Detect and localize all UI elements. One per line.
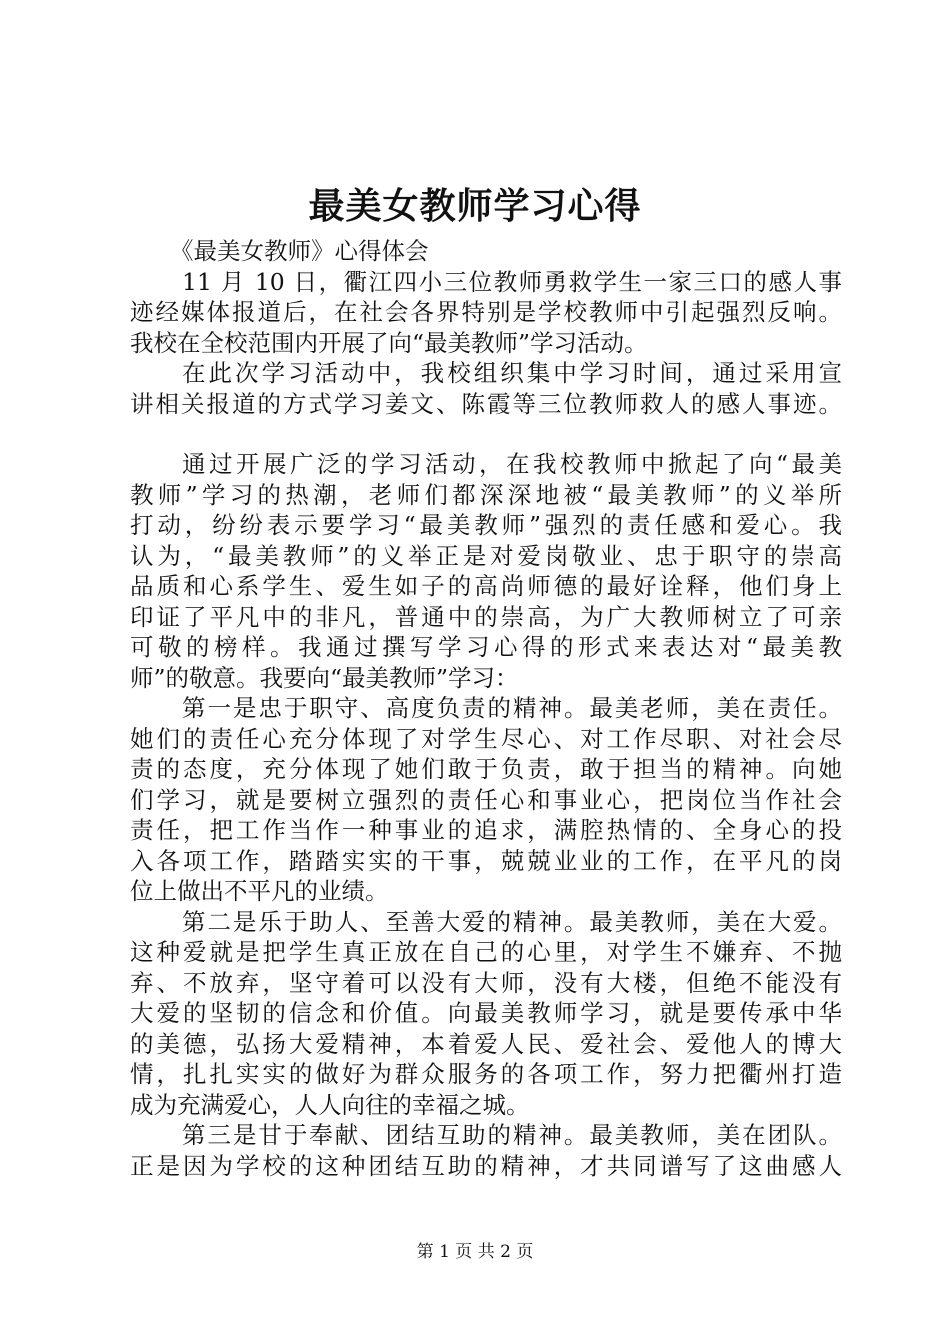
paragraph-line: 位上做出不平凡的业绩。 xyxy=(130,877,389,905)
paragraph-line: 们学习，就是要树立强烈的责任心和事业心，把岗位当作社会 xyxy=(130,785,842,814)
paragraph-line: 第一是忠于职守、高度负责的精神。最美老师，美在责任。 xyxy=(182,694,842,722)
page-footer: 第 1 页 共 2 页 xyxy=(416,1242,534,1262)
paragraph-line: 成为充满爱心，人人向往的幸福之城。 xyxy=(130,1090,530,1119)
paragraph-line: 打动，纷纷表示要学习“最美教师”强烈的责任感和爱心。我 xyxy=(130,511,842,539)
paragraph-line: 弃、不放弃，坚守着可以没有大师，没有大楼，但绝不能没有 xyxy=(130,968,842,997)
paragraph-line: 这种爱就是把学生真正放在自己的心里，对学生不嫌弃、不抛 xyxy=(130,938,842,966)
paragraph-line: 通过开展广泛的学习活动，在我校教师中掀起了向“最美 xyxy=(182,450,842,478)
document-body xyxy=(130,236,842,1181)
paragraph-line: 我校在全校范围内开展了向“最美教师”学习活动。 xyxy=(130,328,648,357)
paragraph-line: 责的态度，充分体现了她们敢于负责，敢于担当的精神。向她 xyxy=(130,755,842,783)
paragraph-line: 教师”学习的热潮，老师们都深深地被“最美教师”的义举所 xyxy=(130,480,842,509)
paragraph-line: 大爱的坚韧的信念和价值。向最美教师学习，就是要传承中华 xyxy=(130,999,842,1027)
paragraph-line: 在此次学习活动中，我校组织集中学习时间，通过采用宣 xyxy=(182,359,842,387)
paragraph-line: 第三是甘于奉献、团结互助的精神。最美教师，美在团队。 xyxy=(182,1121,842,1149)
paragraph-line: 印证了平凡中的非凡，普通中的崇高，为广大教师树立了可亲 xyxy=(130,602,842,631)
paragraph-line: 第二是乐于助人、至善大爱的精神。最美教师，美在大爱。 xyxy=(182,907,842,936)
paragraph-line: 11 月 10 日，衢江四小三位教师勇救学生一家三口的感人事 xyxy=(182,267,842,296)
document-subtitle: 《最美女教师》心得体会 xyxy=(170,237,429,265)
paragraph-line: 的美德，弘扬大爱精神，本着爱人民、爱社会、爱他人的博大 xyxy=(130,1029,842,1058)
paragraph-line: 品质和心系学生、爱生如子的高尚师德的最好诠释，他们身上 xyxy=(130,572,842,600)
paragraph-line: 情，扎扎实实的做好为群众服务的各项工作，努力把衢州打造 xyxy=(130,1060,842,1088)
paragraph-line: 可敬的榜样。我通过撰写学习心得的形式来表达对“最美教 xyxy=(130,633,842,661)
paragraph-line: 正是因为学校的这种团结互助的精神，才共同谱写了这曲感人 xyxy=(130,1151,842,1180)
paragraph-line: 迹经媒体报道后，在社会各界特别是学校教师中引起强烈反响。 xyxy=(130,298,842,326)
document-title: 最美女教师学习心得 xyxy=(308,185,642,227)
paragraph-line: 讲相关报道的方式学习姜文、陈霞等三位教师救人的感人事迹。 xyxy=(130,389,842,418)
paragraph-line: 她们的责任心充分体现了对学生尽心、对工作尽职、对社会尽 xyxy=(130,724,842,753)
blank-line xyxy=(130,419,842,449)
paragraph-line: 责任，把工作当作一种事业的追求，满腔热情的、全身心的投 xyxy=(130,816,842,844)
paragraph-line: 认为，“最美教师”的义举正是对爱岗敬业、忠于职守的崇高 xyxy=(130,541,842,570)
paragraph-line: 师”的敬意。我要向“最美教师”学习： xyxy=(130,663,519,692)
paragraph-line: 入各项工作，踏踏实实的干事，兢兢业业的工作，在平凡的岗 xyxy=(130,846,842,875)
